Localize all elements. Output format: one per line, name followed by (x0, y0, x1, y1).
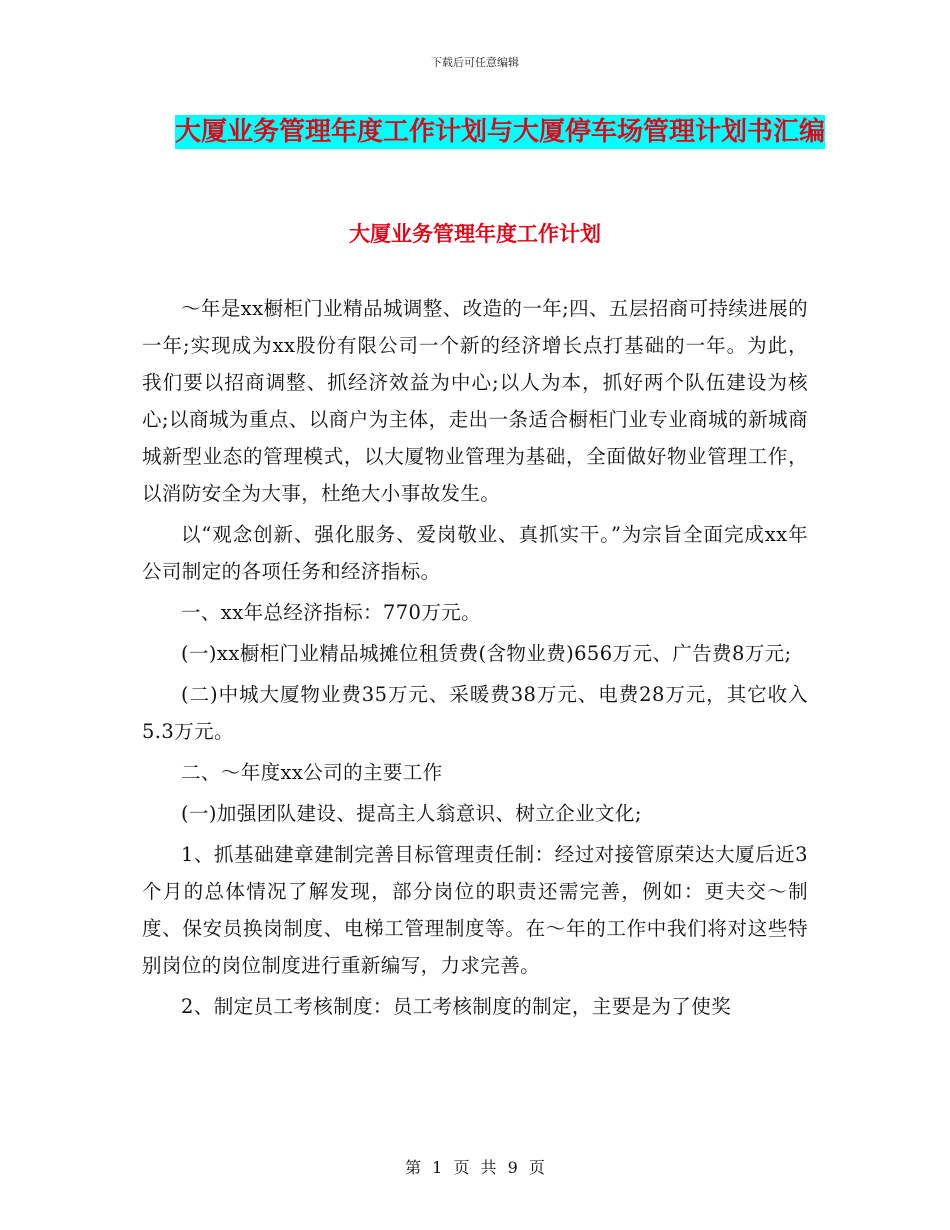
paragraph: ～年是xx橱柜门业精品城调整、改造的一年;四、五层招商可持续进展的一年;实现成为xx股份有限公司一个新的经济增长点打基础的一年。为此，我们要以招商调整、抓经济效益为中心;以人为本，抓好两个队伍建设为核心;以商城为重点、以商户为主体，走出一条适合橱柜门业专业商城的新城商城新型业态的管理模式，以大厦物业管理为基础，全面做好物业管理工作，以消防安全为大事，杜绝大小事故发生。 (142, 297, 808, 505)
paragraph: 二、～年度xx公司的主要工作 (181, 761, 443, 784)
paragraph: 1、抓基础建章建制完善目标管理责任制：经过对接管原荣达大厦后近3个月的总体情况了解发现，部分岗位的职责还需完善，例如：更夫交～制度、保安员换岗制度、电梯工管理制度等。在～年的工作中我们将对这些特别岗位的岗位制度进行重新编写，力求完善。 (142, 843, 808, 977)
document-title (150, 108, 850, 156)
document-title-text: 大厦业务管理年度工作计划与大厦停车场管理计划书汇编 (174, 117, 825, 147)
header-note: 下载后可任意编辑 (431, 56, 519, 69)
paragraph: 一、xx年总经济指标：770万元。 (181, 601, 482, 624)
paragraph: (二)中城大厦物业费35万元、采暖费38万元、电费28万元，其它收入5.3万元。 (142, 683, 808, 743)
paragraph: (一)加强团队建设、提高主人翁意识、树立企业文化; (181, 802, 642, 825)
body-text (142, 290, 808, 1029)
paragraph: (一)xx橱柜门业精品城摊位租赁费(含物业费)656万元、广告费8万元; (181, 642, 792, 665)
paragraph: 以“观念创新、强化服务、爱岗敬业、真抓实干。”为宗旨全面完成xx年公司制定的各项任务和经济指标。 (142, 523, 808, 583)
section-title: 大厦业务管理年度工作计划 (349, 222, 601, 246)
page-footer: 第 1 页 共 9 页 (405, 1158, 545, 1177)
paragraph: 2、制定员工考核制度：员工考核制度的制定，主要是为了使奖 (181, 995, 732, 1018)
